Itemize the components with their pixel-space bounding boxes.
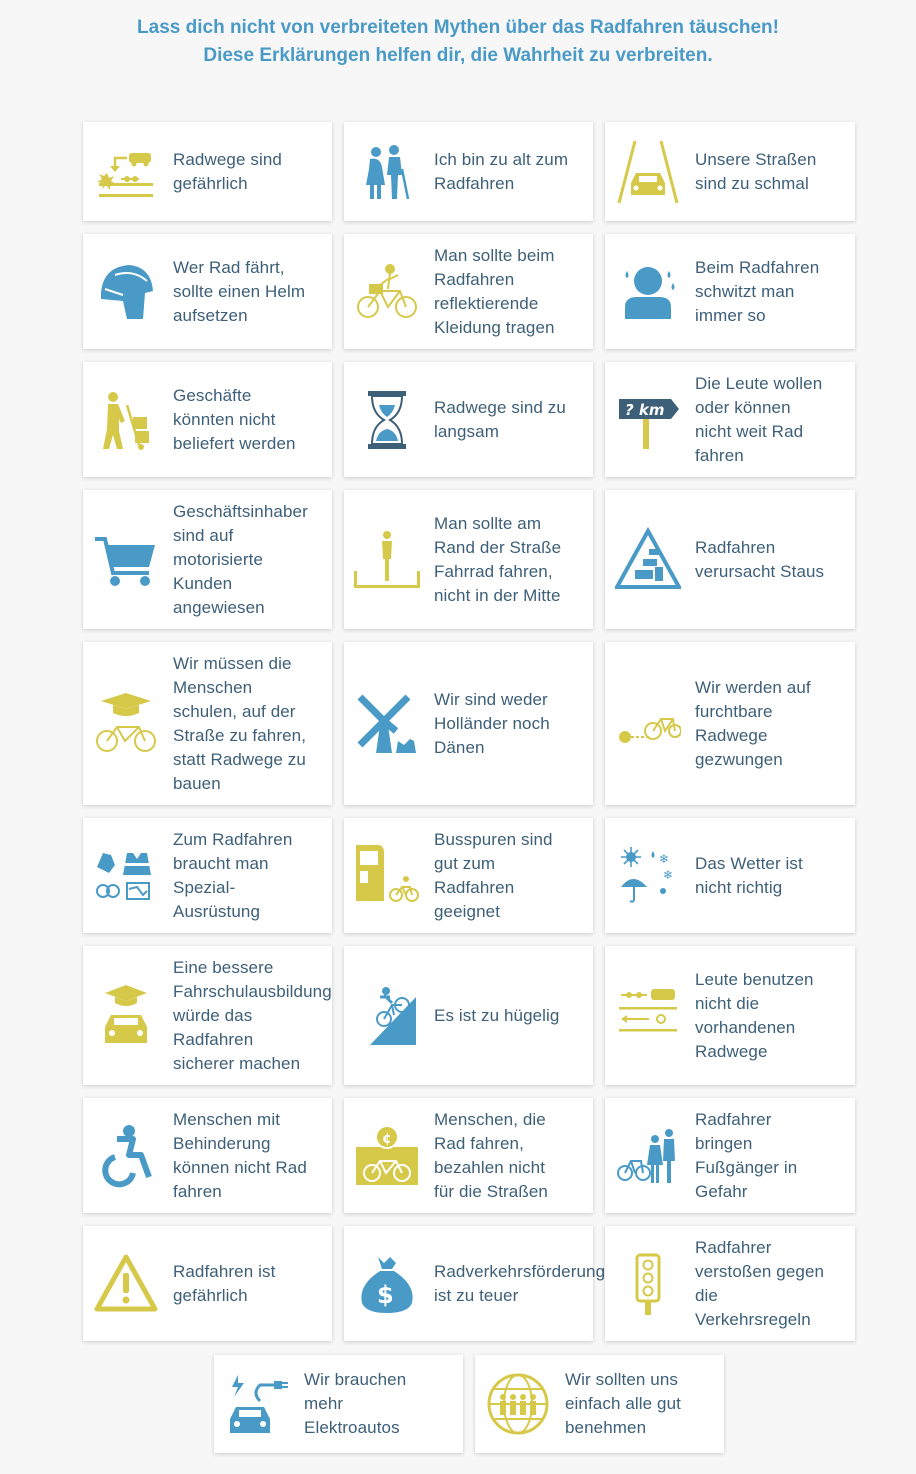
myth-card-staus[interactable] [605, 490, 855, 629]
warning-triangle-icon [93, 1251, 159, 1317]
myth-card-huegelig[interactable] [344, 946, 593, 1085]
myth-label: Radfahrer verstoßen gegen die Verkehrsregeln [695, 1237, 825, 1329]
myth-label: Zum Radfahren braucht man Spezial- Ausrüstung [173, 829, 293, 921]
page-title: Lass dich nicht von verbreiteten Mythen über das Radfahren täuschen! Diese Erklärungen helfen dir, die Wahrheit zu verbreiten. [137, 17, 779, 66]
myth-label: Ich bin zu alt zum Radfahren [434, 149, 569, 193]
ball-and-chain-bike-icon [615, 691, 681, 757]
bike-lane-crash-icon [93, 139, 159, 205]
myth-label: Wir sind weder Holländer noch Dänen [434, 689, 550, 757]
myth-card-bezahlen[interactable] [344, 1098, 593, 1213]
myth-card-schwitzen[interactable] [605, 234, 855, 349]
myth-card-motorisierte-kunden[interactable] [83, 490, 332, 629]
myth-card-behinderung[interactable] [83, 1098, 332, 1213]
myth-card-radwege-nicht-benutzt[interactable] [605, 946, 855, 1085]
myth-card-schulen[interactable] [83, 642, 332, 805]
money-bag-icon [354, 1251, 420, 1317]
myth-label: Die Leute wollen oder können nicht weit Rad fahren [695, 373, 823, 465]
unused-bike-lane-icon [615, 983, 681, 1049]
windmill-icon [354, 691, 420, 757]
pedestrians-bike-icon [615, 1123, 681, 1189]
helmet-icon [93, 259, 159, 325]
svg-text:❄: ❄ [659, 851, 670, 866]
myth-label: Radfahrer bringen Fußgänger in Gefahr [695, 1109, 798, 1201]
cyclist-reflective-icon [354, 259, 420, 325]
myth-card-radwege-gefaehrlich[interactable] [83, 122, 332, 221]
myth-card-weit-fahren[interactable] [605, 362, 855, 477]
hourglass-icon [354, 387, 420, 453]
myth-card-zu-alt[interactable] [344, 122, 593, 221]
myth-card-beliefert[interactable] [83, 362, 332, 477]
myth-card-langsam[interactable] [344, 362, 593, 477]
traffic-light-icon [615, 1251, 681, 1317]
myth-label: Menschen mit Behinderung können nicht Rad fahren [173, 1109, 307, 1201]
myth-label: Eine bessere Fahrschulausbildung würde das Radfahren sicherer machen [173, 957, 332, 1073]
myth-label: Das Wetter ist nicht richtig [695, 853, 803, 897]
distance-sign-icon [615, 387, 681, 453]
myth-label: Radverkehrsförderung ist zu teuer [434, 1261, 606, 1305]
myth-label: Man sollte am Rand der Straße Fahrrad fahren, nicht in der Mitte [434, 513, 562, 605]
myth-label: Radwege sind zu langsam [434, 397, 566, 441]
myth-label: Wir müssen die Menschen schulen, auf der Straße zu fahren, statt Radwege zu bauen [173, 653, 307, 793]
svg-text:¢: ¢ [382, 1130, 392, 1147]
driving-school-car-icon [93, 983, 159, 1049]
myth-label: Wir werden auf furchtbare Radwege gezwungen [695, 677, 811, 769]
road-edge-cyclist-icon [354, 527, 420, 593]
elderly-couple-icon [354, 139, 420, 205]
svg-text:$: $ [377, 1280, 394, 1309]
myth-card-spezial-ausruestung[interactable] [83, 818, 332, 933]
myth-label: Radfahren ist gefährlich [173, 1261, 276, 1305]
myth-card-fussgaenger[interactable] [605, 1098, 855, 1213]
myth-card-zu-teuer[interactable] [344, 1226, 606, 1341]
wheelchair-icon [93, 1123, 159, 1189]
myth-card-fahrschulausbildung[interactable] [83, 946, 332, 1085]
myth-label: Es ist zu hügelig [434, 1005, 560, 1025]
graduation-bike-icon [93, 691, 159, 757]
myth-card-radfahren-gefaehrlich[interactable] [83, 1226, 332, 1341]
electric-car-icon [224, 1371, 290, 1437]
myth-card-rand-der-strasse[interactable] [344, 490, 593, 629]
myth-card-elektroautos[interactable] [214, 1355, 463, 1453]
bike-coin-icon [354, 1123, 420, 1189]
globe-people-icon [485, 1371, 551, 1437]
myth-label: Busspuren sind gut zum Radfahren geeignet [434, 829, 553, 921]
traffic-jam-warning-icon [615, 527, 681, 593]
myth-label: Geschäftsinhaber sind auf motorisierte Kunden angewiesen [173, 501, 308, 617]
shopping-cart-icon [93, 527, 159, 593]
uphill-cyclist-icon [354, 983, 420, 1049]
myth-card-hollaender[interactable] [344, 642, 593, 805]
myth-label: Beim Radfahren schwitzt man immer so [695, 257, 820, 325]
myth-label: Geschäfte könnten nicht beliefert werden [173, 385, 296, 453]
myth-label: Wer Rad fährt, sollte einen Helm aufsetzen [173, 257, 306, 325]
narrow-road-car-icon [615, 139, 681, 205]
myth-label: Wir brauchen mehr Elektroautos [304, 1370, 407, 1437]
svg-text:? km: ? km [625, 400, 665, 419]
delivery-hand-truck-icon [93, 387, 159, 453]
myth-label: Radfahren verursacht Staus [695, 537, 825, 581]
myth-card-strassen-schmal[interactable] [605, 122, 855, 221]
special-equipment-icon [93, 843, 159, 909]
myth-card-busspuren[interactable] [344, 818, 593, 933]
myth-card-furchtbare-radwege[interactable] [605, 642, 855, 805]
bus-and-bike-icon [354, 843, 420, 909]
svg-text:❄: ❄ [663, 867, 674, 882]
myth-label: Man sollte beim Radfahren reflektierende Kleidung tragen [434, 245, 555, 337]
myth-card-reflektierend[interactable] [344, 234, 593, 349]
sweating-person-icon [615, 259, 681, 325]
myth-card-verkehrsregeln[interactable] [605, 1226, 855, 1341]
myth-card-wetter[interactable] [605, 818, 855, 933]
myth-label: Radwege sind gefährlich [173, 149, 282, 193]
myth-card-gut-benehmen[interactable] [475, 1355, 724, 1453]
myth-label: Wir sollten uns einfach alle gut benehmen [565, 1370, 681, 1437]
myth-card-helm[interactable] [83, 234, 332, 349]
myth-label: Menschen, die Rad fahren, bezahlen nicht für die Straßen [434, 1109, 548, 1201]
weather-icon [615, 843, 681, 909]
myth-label: Leute benutzen nicht die vorhandenen Radwege [695, 969, 814, 1061]
myth-label: Unsere Straßen sind zu schmal [695, 149, 817, 193]
